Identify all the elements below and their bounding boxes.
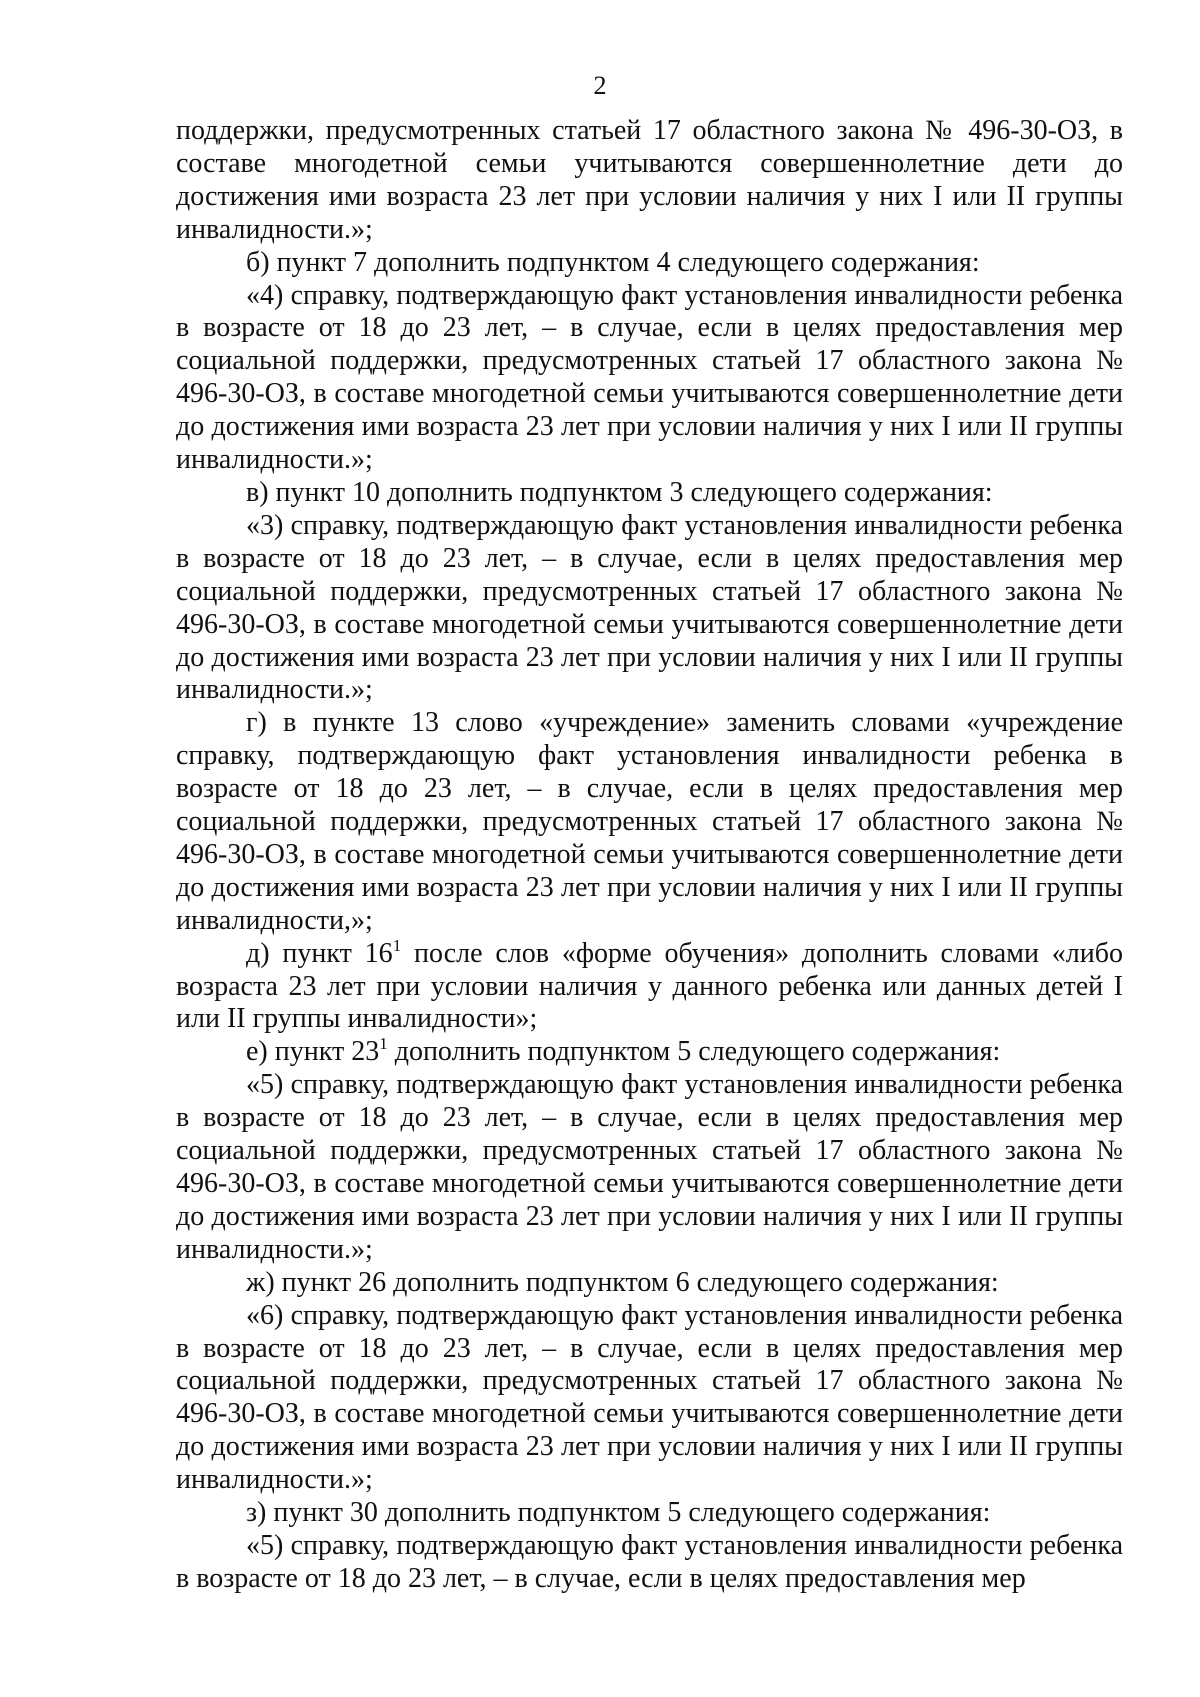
paragraph-subitem-3: «3) справку, подтверждающую факт установления инвалидности ребенка в возрасте от 18 до 23 лет, – в случае, если в целях предоставления мер социальной поддержки, предусмотренных статьей 17 областного закона № 496-30-ОЗ, в составе многодетной семьи учитываются совершеннолетние дети до достижения ими возраста 23 лет при условии наличия у них I или II группы инвалидности.»; (176, 509, 1123, 706)
paragraph-item-e-end: дополнить подпунктом 5 следующего содержания: (387, 1036, 1001, 1068)
page-number: 2 (593, 71, 607, 100)
superscript-1: 1 (392, 935, 402, 955)
paragraph-item-zh: ж) пункт 26 дополнить подпунктом 6 следующего содержания: (246, 1266, 999, 1298)
paragraph-subitem-5: «5) справку, подтверждающую факт установления инвалидности ребенка в возрасте от 18 до 23 лет, – в случае, если в целях предоставления мер социальной поддержки, предусмотренных статьей 17 областного закона № 496-30-ОЗ, в составе многодетной семьи учитываются совершеннолетние дети до достижения ими возраста 23 лет при условии наличия у них I или II группы инвалидности.»; (176, 1069, 1123, 1265)
paragraph-item-e-start: е) пункт 23 (246, 1036, 380, 1068)
paragraph-item-z: з) пункт 30 дополнить подпунктом 5 следующего содержания: (246, 1497, 991, 1529)
superscript-1: 1 (379, 1034, 388, 1054)
document-body (176, 115, 1123, 1596)
paragraph-item-d-start: д) пункт 16 (246, 937, 393, 969)
paragraph-item-g: г) в пункте 13 слово «учреждение» заменить словами «учреждение справку, подтверждающую факт установления инвалидности ребенка в возрасте от 18 до 23 лет, – в случае, если в целях предоставления мер социальной поддержки, предусмотренных статьей 17 областного закона № 496-30-ОЗ, в составе многодетной семьи учитываются совершеннолетние дети до достижения ими возраста 23 лет при условии наличия у них I или II группы инвалидности,»; (176, 707, 1123, 936)
paragraph-subitem-4: «4) справку, подтверждающую факт установления инвалидности ребенка в возрасте от 18 до 23 лет, – в случае, если в целях предоставления мер социальной поддержки, предусмотренных статьей 17 областного закона № 496-30-ОЗ, в составе многодетной семьи учитываются совершеннолетние дети до достижения ими возраста 23 лет при условии наличия у них I или II группы инвалидности.»; (176, 279, 1123, 476)
paragraph-item-b: б) пункт 7 дополнить подпунктом 4 следующего содержания: (246, 246, 980, 278)
paragraph-item-e (176, 1036, 1123, 1069)
paragraph-item-d (176, 935, 1123, 1037)
paragraph-item-d-end: после слов «форме обучения» дополнить словами «либо возраста 23 лет при условии наличия у данного ребенка или данных детей I или II группы инвалидности»; (176, 937, 1123, 1035)
paragraph-subitem-5-cont: «5) справку, подтверждающую факт установления инвалидности ребенка в возрасте от 18 до 23 лет, – в случае, если в целях предоставления мер (176, 1529, 1123, 1594)
paragraph-subitem-6: «6) справку, подтверждающую факт установления инвалидности ребенка в возрасте от 18 до 23 лет, – в случае, если в целях предоставления мер социальной поддержки, предусмотренных статьей 17 областного закона № 496-30-ОЗ, в составе многодетной семьи учитываются совершеннолетние дети до достижения ими возраста 23 лет при условии наличия у них I или II группы инвалидности.»; (176, 1299, 1123, 1496)
paragraph-item-v: в) пункт 10 дополнить подпунктом 3 следующего содержания: (246, 476, 993, 508)
paragraph-continuation: поддержки, предусмотренных статьей 17 областного закона № 496-30-ОЗ, в составе многодетной семьи учитываются совершеннолетние дети до достижения ими возраста 23 лет при условии наличия у них I или II группы инвалидности.»; (176, 115, 1123, 245)
